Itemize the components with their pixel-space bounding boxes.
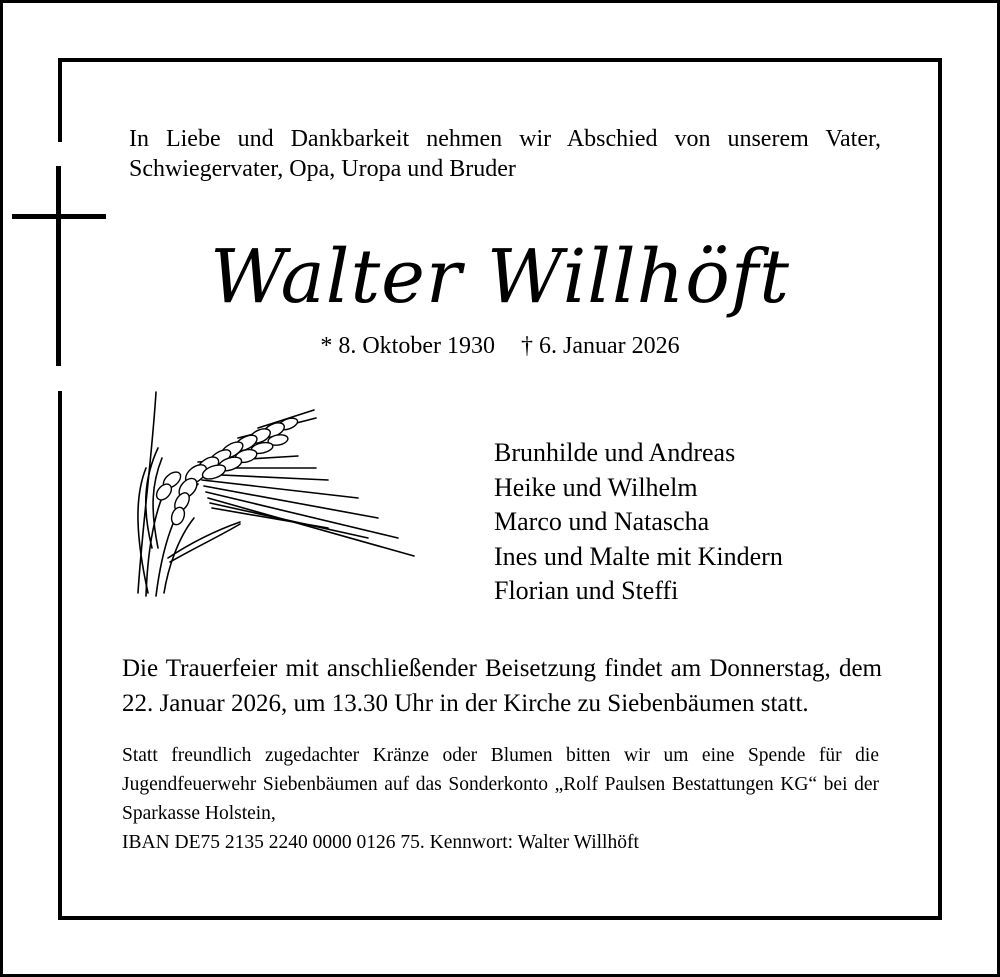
donation-notice: Statt freundlich zugedachter Kränze oder Blumen bitten wir um eine Spende für die Jugendfeuerwehr Siebenbäumen auf das Sonderkonto „Rolf Paulsen Bestattungen KG“ bei der Sparkasse Holstein, bbox=[122, 745, 879, 824]
mourner-name: Ines und Malte mit Kindern bbox=[494, 541, 783, 571]
death-date: † 6. Januar 2026 bbox=[521, 333, 680, 359]
iban-line: IBAN DE75 2135 2240 0000 0126 75. Kennwort: Walter Willhöft bbox=[122, 832, 639, 853]
intro-text: In Liebe und Dankbarkeit nehmen wir Abschied von unserem Vater, Schwiegervater, Opa, Uropa und Bruder bbox=[129, 126, 881, 182]
frame-top bbox=[58, 58, 942, 62]
deceased-name: Walter Willhöft bbox=[210, 234, 790, 320]
mourner-name: Heike und Wilhelm bbox=[494, 472, 698, 502]
frame-bottom bbox=[58, 916, 942, 920]
frame-left-bottom bbox=[58, 391, 62, 920]
frame-right bbox=[938, 58, 942, 920]
mourner-name: Brunhilde und Andreas bbox=[494, 438, 736, 467]
service-notice: Die Trauerfeier mit anschließender Beisetzung findet am Donnerstag, dem 22. Januar 2026, um 13.30 Uhr in der Kirche zu Siebenbäumen statt. bbox=[122, 655, 882, 717]
life-dates bbox=[60, 332, 940, 360]
mourner-name: Florian und Steffi bbox=[494, 576, 679, 605]
frame-left-top bbox=[58, 58, 62, 142]
mourner-name: Marco und Natascha bbox=[494, 507, 710, 536]
birth-date: * 8. Oktober 1930 bbox=[320, 333, 495, 359]
mourners-list bbox=[494, 436, 783, 609]
wheat-illustration bbox=[128, 388, 418, 600]
